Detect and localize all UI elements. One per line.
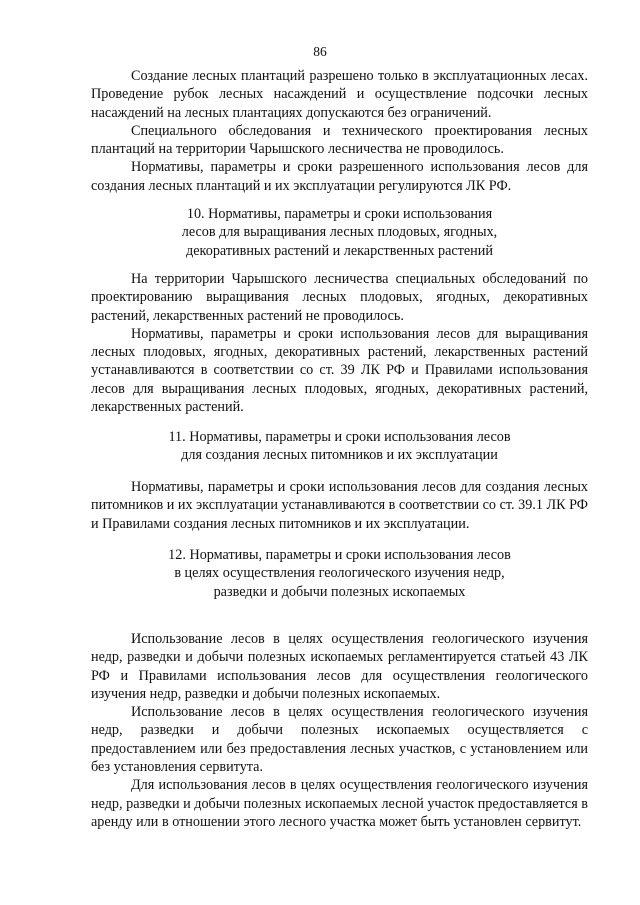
heading-line: 11. Нормативы, параметры и сроки использования лесов [168,429,511,445]
section-10-body [91,270,588,416]
paragraph: Использование лесов в целях осуществления геологического изучения недр, разведки и добычи полезных ископаемых регламентируется статьей 43 ЛК РФ и Правилами использования лесов для осуществления геологического изучения недр, разведки и добычи полезных ископаемых. [91,631,588,702]
paragraph: Для использования лесов в целях осуществления геологического изучения недр, разведки и добычи полезных ископаемых лесной участок предоставляется в аренду или в отношении этого лесного участка может быть установлен сервитут. [91,777,588,830]
section-11-body [91,478,588,533]
paragraph: Нормативы, параметры и сроки разрешенного использования лесов для создания лесных плантаций и их эксплуатации регулируются ЛК РФ. [91,159,588,194]
page-number: 86 [313,44,327,59]
paragraph: Создание лесных плантаций разрешено только в эксплуатационных лесах. Проведение рубок лесных насаждений и осуществление подсочки лесных насаждений на лесных плантациях допускаются без ограничений. [91,68,588,121]
heading-line: для создания лесных питомников и их эксплуатации [181,447,498,464]
paragraph: Специального обследования и технического проектирования лесных плантаций на территории Чарышского лесничества не проводилось. [91,122,588,158]
heading-line: в целях осуществления геологического изучения недр, [174,565,505,582]
heading-line: лесов для выращивания лесных плодовых, ягодных, [181,224,498,241]
paragraph: На территории Чарышского лесничества специальных обследований по проектированию выращивания лесных плодовых, ягодных, декоративных растений, лекарственных растений не проводилось. [91,271,588,324]
paragraph: Нормативы, параметры и сроки использования лесов для создания лесных питомников и их эксплуатации устанавливаются в соответствии со ст. 39.1 ЛК РФ и Правилами создания лесных питомников и их эксплуатации. [91,479,588,532]
heading-line: 10. Нормативы, параметры и сроки использования [186,206,493,222]
heading-line: разведки и добычи полезных ископаемых [213,583,466,600]
section-10-heading [91,205,588,260]
intro-block [91,67,588,195]
paragraph: Использование лесов в целях осуществления геологического изучения недр, разведки и добычи полезных ископаемых осуществляется с предоставлением или без предоставления лесных участков, с установлением или без установления сервитута. [91,704,588,776]
section-11-heading [91,428,588,465]
heading-line: декоративных растений и лекарственных растений [186,242,493,259]
paragraph: Нормативы, параметры и сроки использования лесов для выращивания лесных плодовых, ягодных, декоративных растений, лекарственных растений устанавливаются в соответствии со ст. 39 ЛК РФ и Правилами использования лесов для выращивания лесных плодовых, ягодных, декоративных растений, лекарственных растений. [91,325,588,416]
heading-line: 12. Нормативы, параметры и сроки использования лесов [168,547,511,563]
section-12-body [91,630,588,831]
section-12-heading [91,546,588,601]
